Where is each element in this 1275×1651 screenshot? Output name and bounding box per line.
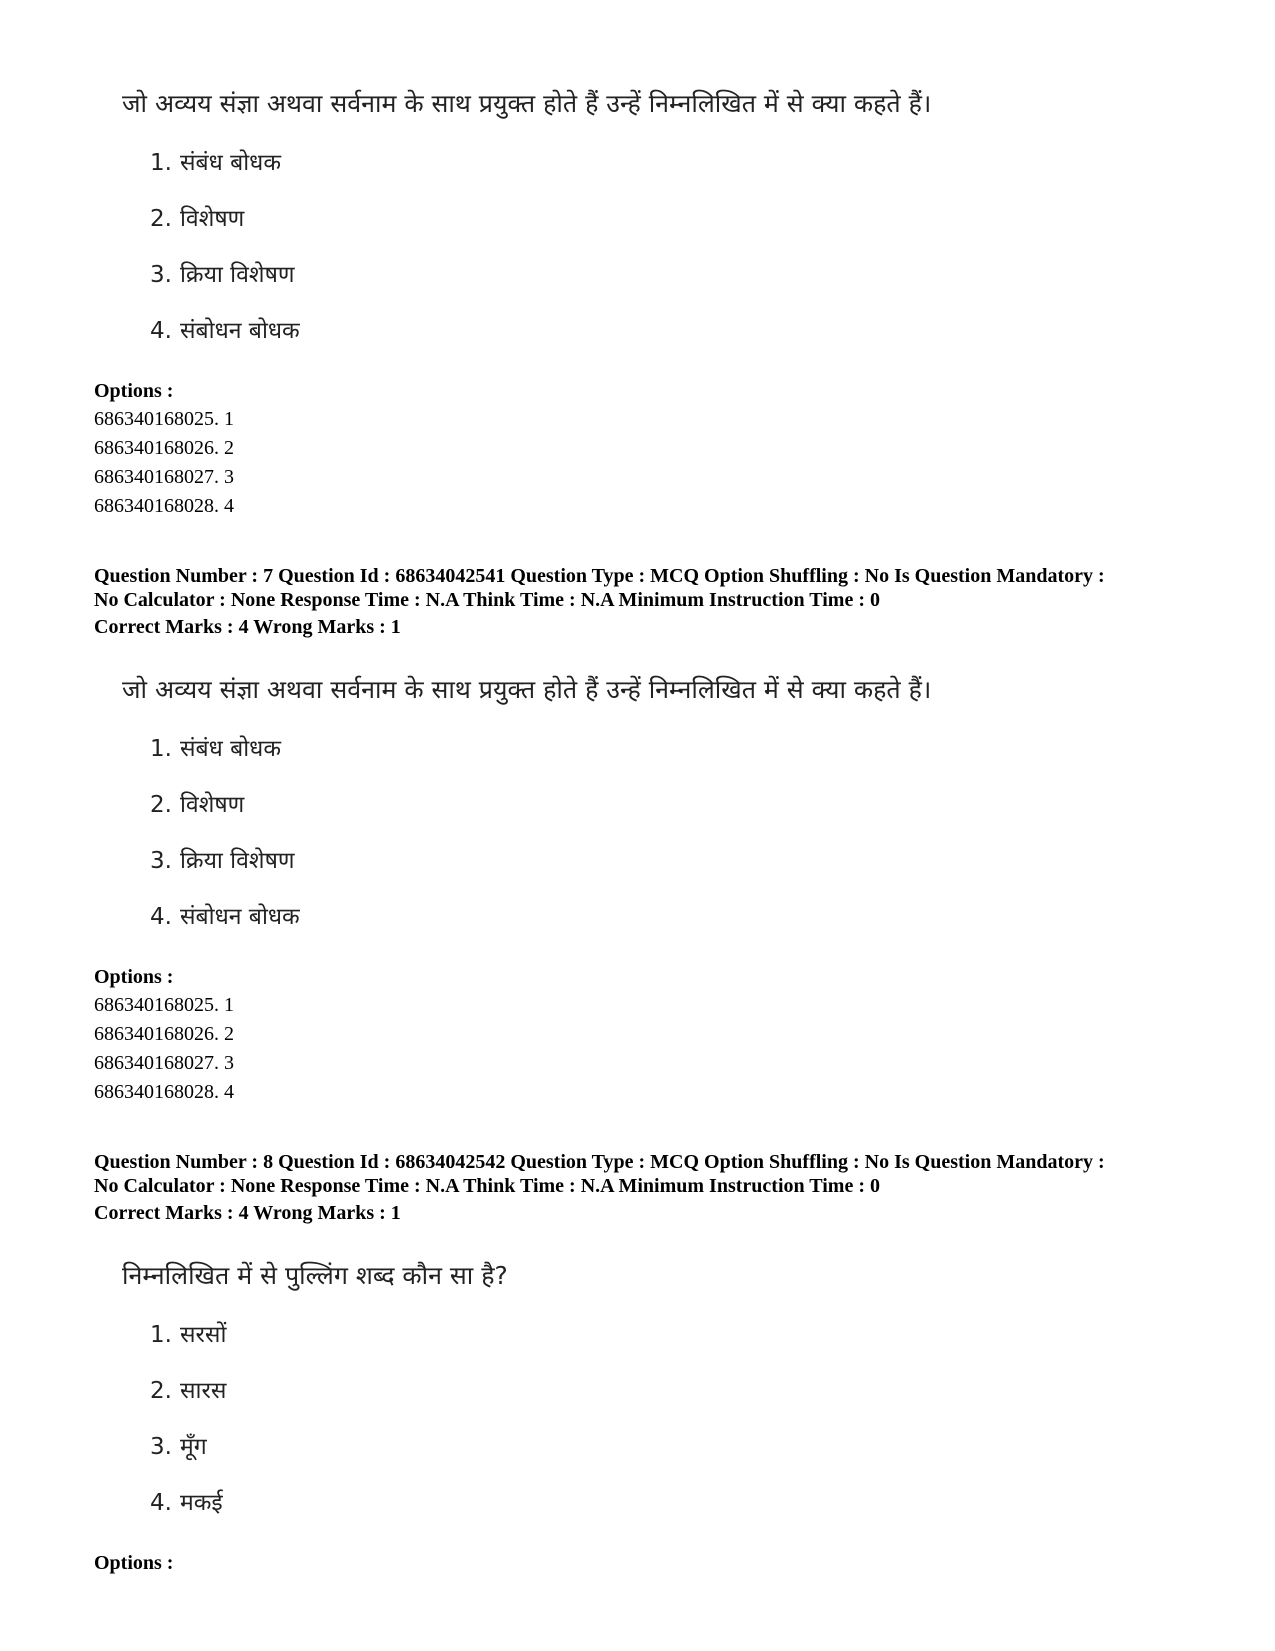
choice-number: 2. <box>150 206 172 232</box>
choice-text: संबंध बोधक <box>179 150 281 176</box>
question-7-choice-2 <box>150 787 244 819</box>
choice-number: 1. <box>150 736 172 762</box>
choice-text: सरसों <box>179 1322 227 1348</box>
choice-number: 4. <box>150 318 172 344</box>
question-7-option-2: 686340168026. 2 <box>94 1023 234 1045</box>
choice-number: 2. <box>150 1378 172 1404</box>
question-6-option-1: 686340168025. 1 <box>94 408 234 430</box>
question-8-choice-2 <box>150 1373 226 1405</box>
question-7-choice-1 <box>150 731 281 763</box>
question-7-option-1: 686340168025. 1 <box>94 994 234 1016</box>
question-7-meta-line-1: Question Number : 7 Question Id : 68634042541 Question Type : MCQ Option Shuffling : No Is Question Mandatory : <box>94 565 1105 587</box>
choice-number: 2. <box>150 792 172 818</box>
question-7-text: जो अव्यय संज्ञा अथवा सर्वनाम के साथ प्रयुक्त होते हैं उन्हें निम्नलिखित में से क्या कहते हैं। <box>122 675 932 704</box>
choice-number: 4. <box>150 1490 172 1516</box>
question-6-option-4: 686340168028. 4 <box>94 495 234 517</box>
choice-text: क्रिया विशेषण <box>179 262 295 288</box>
choice-text: संबोधन बोधक <box>179 318 300 344</box>
choice-text: संबंध बोधक <box>179 736 281 762</box>
choice-text: सारस <box>179 1378 227 1404</box>
question-7-meta-line-2: No Calculator : None Response Time : N.A Think Time : N.A Minimum Instruction Time : 0 <box>94 589 880 611</box>
question-8-choice-3 <box>150 1429 207 1461</box>
choice-text: संबोधन बोधक <box>179 904 300 930</box>
question-8-marks: Correct Marks : 4 Wrong Marks : 1 <box>94 1202 401 1224</box>
choice-number: 3. <box>150 1434 172 1460</box>
choice-text: क्रिया विशेषण <box>179 848 295 874</box>
choice-text: विशेषण <box>179 206 245 232</box>
choice-number: 1. <box>150 150 172 176</box>
question-8-meta <box>94 1150 1204 1198</box>
question-6-option-3: 686340168027. 3 <box>94 466 234 488</box>
question-6-text: जो अव्यय संज्ञा अथवा सर्वनाम के साथ प्रयुक्त होते हैं उन्हें निम्नलिखित में से क्या कहते हैं। <box>122 89 932 118</box>
question-8-text: निम्नलिखित में से पुल्लिंग शब्द कौन सा है? <box>122 1261 508 1290</box>
question-7-meta <box>94 564 1204 612</box>
question-8-choice-1 <box>150 1317 226 1349</box>
choice-number: 4. <box>150 904 172 930</box>
question-6-choice-4 <box>150 313 300 345</box>
question-6-option-2: 686340168026. 2 <box>94 437 234 459</box>
choice-number: 1. <box>150 1322 172 1348</box>
question-7-choice-3 <box>150 843 295 875</box>
question-7-options-label: Options : <box>94 966 174 988</box>
question-8-meta-line-2: No Calculator : None Response Time : N.A Think Time : N.A Minimum Instruction Time : 0 <box>94 1175 880 1197</box>
question-7-option-3: 686340168027. 3 <box>94 1052 234 1074</box>
choice-text: विशेषण <box>179 792 245 818</box>
question-7-choice-4 <box>150 899 300 931</box>
question-8-meta-line-1: Question Number : 8 Question Id : 68634042542 Question Type : MCQ Option Shuffling : No Is Question Mandatory : <box>94 1151 1105 1173</box>
question-8-options-label: Options : <box>94 1552 174 1574</box>
question-6-choice-1 <box>150 145 281 177</box>
question-6-choice-2 <box>150 201 244 233</box>
question-6-choice-3 <box>150 257 295 289</box>
question-7-marks: Correct Marks : 4 Wrong Marks : 1 <box>94 616 401 638</box>
choice-text: मूँग <box>179 1434 207 1460</box>
question-6-options-label: Options : <box>94 380 174 402</box>
question-8-choice-4 <box>150 1485 223 1517</box>
choice-number: 3. <box>150 262 172 288</box>
choice-number: 3. <box>150 848 172 874</box>
choice-text: मकई <box>179 1490 223 1516</box>
question-7-option-4: 686340168028. 4 <box>94 1081 234 1103</box>
